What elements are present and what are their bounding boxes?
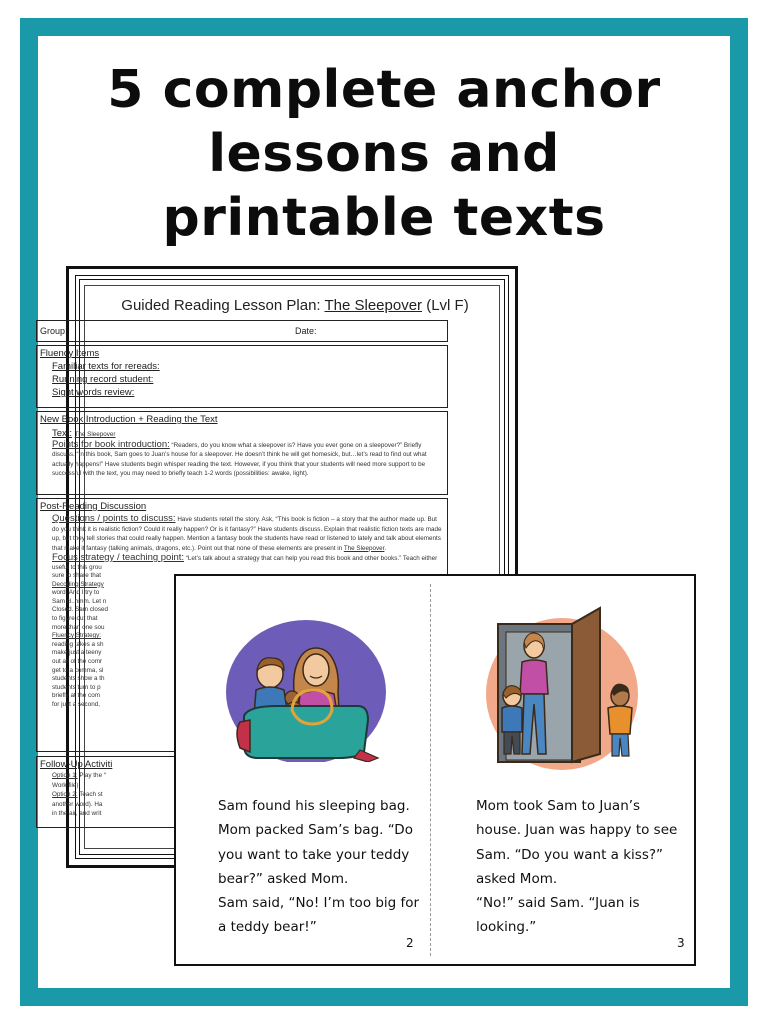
story-line: bear?” asked Mom.	[218, 870, 349, 887]
fluency-box	[36, 345, 448, 408]
questions-book: The Sleepover	[343, 544, 385, 552]
fragment-line: make just a teeny	[52, 649, 102, 657]
story-line: Sam. “Do you want a kiss?”	[476, 846, 664, 863]
fragment-line: get to a comma, sl	[52, 666, 104, 674]
fragment-line: out all of the comr	[52, 658, 103, 666]
fragment-line: to figure out that	[52, 615, 98, 623]
fluency-heading: Fluency Items	[40, 348, 100, 359]
page-number-2: 2	[406, 936, 414, 950]
followup-heading: Follow-Up Activiti	[40, 759, 113, 770]
story-line: Mom took Sam to Juan’s	[476, 798, 641, 814]
story-line: “No!” said Sam. “Juan is	[476, 895, 640, 912]
fragment-line: students show a th	[52, 675, 105, 683]
lesson-plan-title	[93, 297, 497, 314]
post-reading-box: Post-Reading Discussion Questions / points to discuss: Have students retell the story. Ask, “This book is fiction – a story that the author made up. But do you think it is realistic fiction? Could it really happen? Or is it fantasy?” Have students discuss. Explain that realistic fiction texts are made up, but they tell stories that could really happen. Mention a fantasy book the students have read or listened to lately and talk about elements that make it fantasy (talking animals, dragons, etc.). Point out that none of these elements are present in The Sleepover. Focus strategy / teaching point: “Let’s talk about a strategy that can help you read this book and other books.” Teach either useful to this grou sure to share that Decoding Strategy word. And I try to Sam cl..hmm. Let n Closed. Sam closed to figure out that more than one sou Fluency Strategy: reading takes a sh make just a teeny out all of the comr get to a comma, sl students show a th students turn to p briefly at the com for just a second,	[36, 498, 448, 752]
mom-packing-bag-illustration	[218, 612, 394, 762]
text-label: Text:	[52, 428, 73, 439]
text-value: The Sleepover	[74, 431, 116, 438]
focus-label: Focus strategy / teaching point:	[52, 552, 185, 563]
questions-label: Questions / points to discuss:	[52, 513, 176, 524]
story-line: a teddy bear!”	[218, 919, 317, 936]
intro-box	[36, 411, 448, 495]
option1-label: Option 1:	[52, 772, 78, 779]
points-label: Points for book introduction:	[52, 438, 170, 450]
fragment-line: students turn to p	[52, 683, 101, 691]
post-heading: Post-Reading Discussion	[40, 501, 147, 512]
fragment-line: Closed. Sam closed	[52, 606, 108, 614]
date-label: Date:	[295, 326, 317, 336]
option2-label: Option 2:	[52, 791, 78, 798]
fragment-line: more than one sou	[52, 623, 105, 631]
points-text: “Readers, do you know what a sleepover is? Have you ever gone on a sleepover?” Briefly discuss. “In this book, Sam goes to Juan’s house for a sleepover. He doesn’t think he will get homesick, but…let’s read to find out what actually happens!” Have students begin whisper reading the text. However, if you think that your students will need more support to be successful with the text, you may need to briefly teach 1-2 words (possibilities: awake, light).	[52, 441, 427, 477]
page-2-text	[218, 794, 419, 940]
page-3-text	[476, 794, 677, 940]
headline	[60, 58, 708, 250]
title-prefix: Guided Reading Lesson Plan:	[121, 297, 325, 314]
option1-text: Play the “	[79, 772, 106, 779]
book-spread	[174, 574, 696, 966]
followup-line: another word). Ha	[52, 800, 103, 808]
fragment-line: useful to this grou	[52, 563, 102, 571]
headline-line-3: printable texts	[162, 188, 606, 248]
headline-line-1: 5 complete anchor	[107, 60, 661, 120]
fluency-item: Running record student:	[52, 374, 154, 385]
story-line: Sam said, “No! I’m too big for	[218, 895, 420, 912]
story-line: Mom packed Sam’s bag. “Do	[218, 822, 413, 839]
story-line: asked Mom.	[476, 870, 558, 887]
story-line: you want to take your teddy	[218, 846, 410, 863]
fragment-line: reading takes a sh	[52, 640, 104, 648]
focus-text: “Let’s talk about a strategy that can help you read this book and other books.” Teach either	[185, 555, 438, 562]
page-divider	[430, 584, 431, 956]
page-number-3: 3	[677, 936, 685, 950]
option2-text: Teach st	[79, 791, 103, 798]
story-line: looking.”	[476, 919, 537, 936]
followup-line: Work file)	[52, 781, 79, 789]
fluency-item: Sight words review:	[52, 387, 135, 398]
story-line: Sam found his sleeping bag.	[218, 798, 410, 814]
intro-heading: New Book Introduction + Reading the Text	[40, 414, 218, 425]
fragment-line: Sam cl..hmm. Let n	[52, 597, 107, 605]
fragment-line: word. And I try to	[52, 589, 100, 597]
headline-line-2: lessons and	[208, 124, 560, 184]
fragment-line: Decoding Strategy	[52, 580, 104, 588]
fragment-line: for just a second,	[52, 701, 100, 708]
title-level: (Lvl F)	[422, 297, 469, 314]
fragment-line: sure to share that	[52, 572, 102, 580]
questions-text: Have students retell the story. Ask, “This book is fiction – a story that the author made up. But do you think it is realistic fiction? Could it really happen? Or is it fantasy?” Have students discuss. Explain that realistic fiction texts are made up, but they tell stories that could really happen. Mention a fantasy book the students have read or listened to lately and talk about elements that make it fantasy (talking animals, dragons, etc.). Point out that none of these elements are present in	[52, 516, 442, 552]
title-book: The Sleepover	[324, 297, 423, 314]
fragment-line: Fluency Strategy:	[52, 632, 101, 640]
story-line: house. Juan was happy to see	[476, 822, 678, 839]
fragment-line: briefly at the com	[52, 692, 100, 700]
fluency-item: Familiar texts for rereads:	[52, 361, 160, 372]
mom-at-door-illustration	[472, 604, 652, 774]
followup-line: in the air, and writ	[52, 810, 102, 817]
group-date-box	[36, 320, 448, 342]
group-label: Group:	[40, 326, 68, 336]
